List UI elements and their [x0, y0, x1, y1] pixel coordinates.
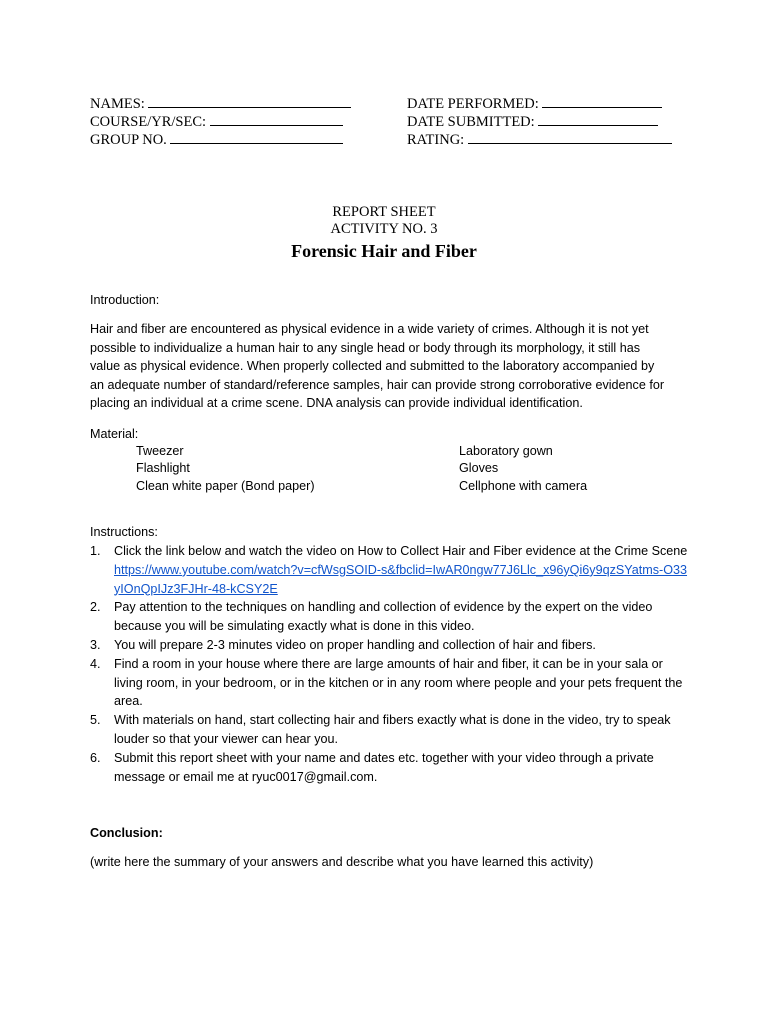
names-field	[90, 95, 351, 113]
item-number: 4.	[90, 656, 101, 671]
material-item: Tweezer	[136, 444, 184, 458]
report-sheet-title: REPORT SHEET	[332, 204, 436, 220]
activity-number: ACTIVITY NO. 3	[330, 221, 438, 237]
item-text: Submit this report sheet with your name and dates etc. together with your video through a private message or email me at ryuc0017@gmail.com.	[114, 750, 654, 784]
material-item: Clean white paper (Bond paper)	[136, 479, 315, 493]
rating-label: RATING:	[407, 132, 465, 148]
item-number: 2.	[90, 600, 101, 615]
date-performed-field	[407, 95, 662, 113]
rating-field	[407, 131, 672, 149]
list-item	[90, 711, 690, 749]
list-item	[90, 655, 690, 711]
names-blank[interactable]	[148, 95, 351, 108]
date-performed-blank[interactable]	[542, 95, 662, 108]
item-text: Pay attention to the techniques on handling and collection of evidence by the expert on the video because you will be simulating exactly what is done in this video.	[114, 600, 653, 634]
course-blank[interactable]	[210, 113, 343, 126]
names-label: NAMES:	[90, 96, 145, 112]
group-label: GROUP NO.	[90, 132, 167, 148]
group-blank[interactable]	[170, 131, 343, 144]
course-field	[90, 113, 343, 131]
list-item	[90, 749, 690, 787]
material-item: Laboratory gown	[459, 444, 553, 458]
item-text: Click the link below and watch the video on How to Collect Hair and Fiber evidence at the Crime Scene	[114, 544, 688, 558]
material-heading: Material:	[90, 427, 139, 441]
date-performed-label: DATE PERFORMED:	[407, 96, 539, 112]
group-field	[90, 131, 343, 149]
youtube-link[interactable]: https://www.youtube.com/watch?v=cfWsgSOID-s&fbclid=IwAR0ngw77J6Llc_x96yQi6y9qzSYatms-O33yIOnQpIJz3FJHr-48-kCSY2E	[114, 562, 688, 596]
conclusion-heading: Conclusion:	[90, 826, 163, 840]
page-title: Forensic Hair and Fiber	[291, 241, 477, 261]
date-submitted-blank[interactable]	[538, 113, 658, 126]
item-number: 3.	[90, 637, 101, 652]
item-text: You will prepare 2-3 minutes video on proper handling and collection of hair and fibers.	[114, 637, 596, 652]
introduction-heading: Introduction:	[90, 293, 160, 307]
list-item	[90, 598, 690, 636]
conclusion-body: (write here the summary of your answers and describe what you have learned this activity)	[90, 855, 594, 869]
item-number: 6.	[90, 750, 101, 765]
material-item: Gloves	[459, 461, 499, 475]
list-item	[90, 636, 690, 655]
date-submitted-label: DATE SUBMITTED:	[407, 114, 535, 130]
item-number: 5.	[90, 713, 101, 728]
date-submitted-field	[407, 113, 658, 131]
item-text: Find a room in your house where there are large amounts of hair and fiber, it can be in your sala or living room, in your bedroom, or in the kitchen or in any room where people and your pets frequent the area.	[114, 656, 683, 709]
course-label: COURSE/YR/SEC:	[90, 114, 207, 130]
instructions-list	[90, 542, 690, 786]
item-text: With materials on hand, start collecting hair and fibers exactly what is done in the video, try to speak louder so that your viewer can hear you.	[114, 713, 671, 746]
material-item: Flashlight	[136, 461, 190, 475]
rating-blank[interactable]	[468, 131, 672, 144]
item-number: 1.	[90, 544, 101, 558]
instructions-heading: Instructions:	[90, 525, 158, 539]
list-item	[90, 542, 690, 598]
introduction-body: Hair and fiber are encountered as physical evidence in a wide variety of crimes. Although it is not yet possible to individualize a human hair to any single head or body through its morphology, it still has value as physical evidence. When properly collected and submitted to the laboratory accompanied by an adequate number of standard/reference samples, hair can provide strong corroborative evidence for placing an individual at a crime scene. DNA analysis can provide individual identification.	[90, 322, 665, 411]
material-item: Cellphone with camera	[459, 479, 588, 493]
